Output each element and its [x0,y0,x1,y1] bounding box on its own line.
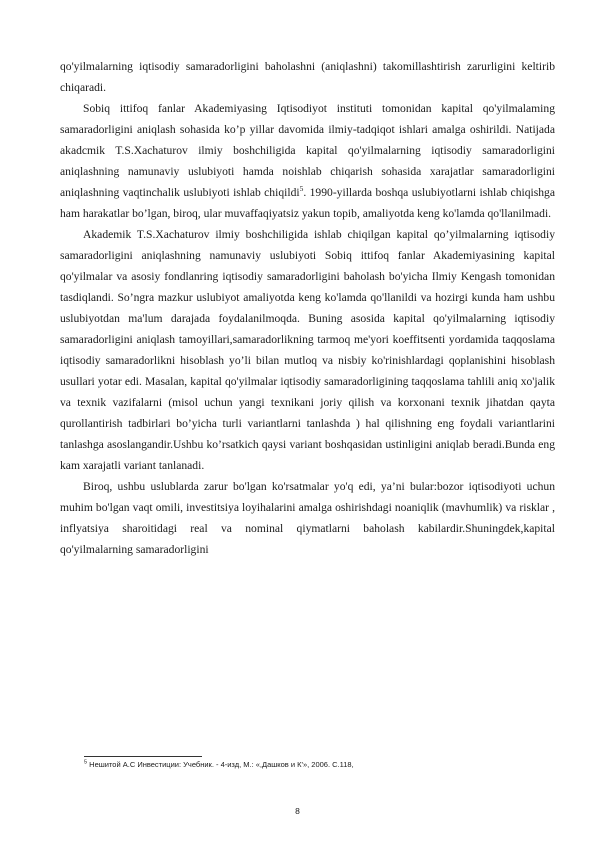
page-number: 8 [295,806,300,816]
footnote-text: Нешитой А.С Инвестиции: Учебник. - 4-изд, М.: «,Дашков и К'», 2006. С.118, [89,760,354,769]
paragraph-methodology: Akademik T.S.Xachaturov ilmiy boshchiligida ishlab chiqilgan kapital qo’yilmalarning iqtisodiy samaradorligini aniqlashning namunaviy uslubiyoti Sobiq ittifoq fanlar Akademiyasining kapital qo'yilmalar va asosiy fondlanring iqtisodiy samaradorligini baholash bo'yicha Ilmiy Kengash tomonidan tasdiqlandi. So’ngra mazkur uslubiyot amaliyotda keng ko'lamda qo'llanildi va hozirgi kunda ham ushbu uslubiyotdan ma'lum darajada foydalanilmoqda. Buning asosida kapital qo'yilmalarning iqtisodiy samaradorligini aniqlash tamoyillari,samaradorlikning tarmoq me'yori koeffitsenti yordamida taqqoslama iqtisodiy samaradorlikni hisoblash yo’li bilan mutloq va nisbiy ko'rinishlardagi qoplanishini hisoblash usullari yotar edi. Masalan, kapital qo'yilmalar iqtisodiy samaradorligining taqqoslama tahlili aniq xo'jalik va texnik vazifalarni (misol uchun yangi texnikani joriy qilish va korxonani texnik jihatdan qayta qurollantirish tadbirlari bo’yicha turli variantlarni tanlashda ) hal qilishning eng foydali variantlarini tanlashga asoslangandir.Ushbu ko’rsatkich qaysi variant boshqasidan ustinligini aniqlab beradi.Bunda eng kam xarajatli variant tanlanadi. [60,228,555,472]
paragraph-limitations: Biroq, ushbu uslublarda zarur bo'lgan ko'rsatmalar yo'q edi, ya’ni bular:bozor iqtisodiyoti uchun muhim bo'lgan vaqt omili, investitsiya loyihalarini amalga oshirishdagi noaniqlik (mavhumlik) va risklar , inflyatsiya sharoitidagi real va nominal qiymatlarni baholash kabilardir.Shuningdek,kapital qo'yilmalarning samaradorligini [60,480,555,556]
footnote-reference[interactable]: 5 [299,184,304,194]
paragraph-continuation: qo'yilmalarning iqtisodiy samaradorligini baholashni (aniqlashni) takomillashtirish zarurligini keltirib chiqaradi. [60,60,555,94]
paragraph-text: Sobiq ittifoq fanlar Akademiyasing Iqtisodiyot instituti tomonidan kapital qo'yilmalaming samaradorligini aniqlash sohasida ko’p yillar davomida ilmiy-tadqiqot ishlari amalga oshirildi. Natijada akadcmik T.S.Xachaturov ilmiy boshchiligida kapital qo'yilmalarning iqtisodiy samaradorligini aniqlashning namunaviy uslubiyoti hamda noishlab chiqarish sohasida xarajatlar samaradorligini aniqlashning vaqtinchalik uslubiyoti ishlab chiqildi [60,102,555,199]
footnote-number: 5 [84,759,88,766]
footnote [84,760,554,770]
paragraph-academy-research [60,98,555,224]
document-body [60,56,555,560]
footnote-divider [84,756,202,757]
paragraph-text: . 1990-yillarda boshqa uslubiyotlarni ishlab chiqishga ham harakatlar bo’lgan, biroq, ular muvaffaqiyatsiz yakun topib, amaliyotda keng ko'lamda qo'llanilmadi. [60,186,555,220]
